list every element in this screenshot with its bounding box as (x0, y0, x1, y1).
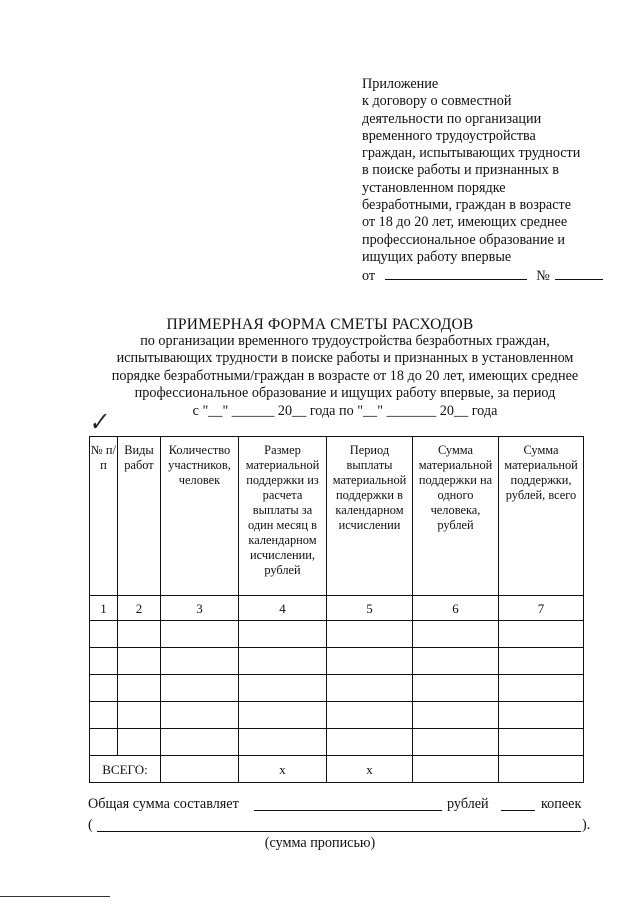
table-cell (90, 729, 118, 756)
column-number: 4 (239, 596, 327, 621)
appendix-line: установленном порядке (362, 179, 506, 196)
table-header-row (90, 437, 584, 596)
header-cell (499, 437, 584, 596)
table-row (90, 621, 584, 648)
appendix-line: от 18 до 20 лет, имеющих среднее (362, 214, 568, 231)
subtitle-line: по организации временного трудоустройства безработных граждан, (140, 333, 550, 349)
total-mark: х (327, 756, 413, 783)
table-cell (239, 648, 327, 675)
page-title: ПРИМЕРНАЯ ФОРМА СМЕТЫ РАСХОДОВ (166, 316, 474, 333)
kopecks-label: копеек (541, 796, 582, 812)
table-cell (499, 648, 584, 675)
table-cell (413, 648, 499, 675)
table-cell (327, 729, 413, 756)
column-number: 3 (161, 596, 239, 621)
appendix-line: безработными, граждан в возрасте (362, 197, 572, 214)
table-cell (499, 756, 584, 783)
header-label: Размер материальной поддержки из расчета выплаты за один месяц в календарном исчислении, рублей (245, 443, 320, 577)
table-cell (413, 756, 499, 783)
table-cell (90, 648, 118, 675)
header-label: № п/п (91, 443, 116, 472)
table-cell (327, 648, 413, 675)
sum-in-words-blank (97, 817, 581, 832)
appendix-line: деятельности по организации (362, 110, 542, 127)
estimate-table (89, 436, 584, 783)
table-cell (413, 621, 499, 648)
contract-date-row (362, 267, 612, 285)
appendix-block (362, 76, 612, 286)
header-label: Сумма материальной поддержки на одного человека, рублей (418, 443, 493, 532)
total-row (90, 756, 584, 783)
header-label: Количество участников, человек (168, 443, 231, 487)
total-sum-row (88, 796, 588, 816)
table-cell (161, 675, 239, 702)
rubles-label: рублей (447, 796, 489, 812)
table-cell (239, 675, 327, 702)
table-cell (327, 621, 413, 648)
table-cell (413, 675, 499, 702)
header-label: Период выплаты материальной поддержки в календарном исчислении (332, 443, 407, 532)
column-number-row (90, 596, 584, 621)
table-cell (499, 621, 584, 648)
appendix-line: граждан, испытывающих трудности (362, 145, 581, 162)
sum-in-words-row (88, 817, 598, 837)
column-number: 7 (499, 596, 584, 621)
table-row (90, 675, 584, 702)
column-number: 2 (118, 596, 161, 621)
table-cell (90, 702, 118, 729)
table-cell (327, 702, 413, 729)
total-label: ВСЕГО: (90, 756, 161, 783)
table-cell (161, 729, 239, 756)
header-cell (90, 437, 118, 596)
appendix-line: ищущих работу впервые (362, 248, 512, 265)
appendix-line: в поиске работы и признанных в (362, 162, 559, 179)
table-cell (499, 675, 584, 702)
paren-close: ). (582, 817, 591, 833)
sum-label: Общая сумма составляет (88, 796, 239, 812)
header-cell (161, 437, 239, 596)
table-cell (118, 621, 161, 648)
handwritten-check-icon: ✓ (86, 408, 110, 438)
table-row (90, 702, 584, 729)
subtitle-line: профессиональное образование и ищущих работу впервые, за период (134, 385, 556, 402)
table-cell (499, 729, 584, 756)
column-number: 5 (327, 596, 413, 621)
table-cell (161, 756, 239, 783)
table-cell (499, 702, 584, 729)
sum-amount-blank (254, 796, 442, 811)
table-cell (413, 729, 499, 756)
header-cell (118, 437, 161, 596)
period-line: с "__" ______ 20__ года по "__" _______ 20__ года (192, 402, 498, 419)
footnote-divider (0, 896, 110, 897)
kopecks-amount-blank (501, 796, 535, 811)
contract-date-blank (385, 267, 527, 280)
table-cell (161, 621, 239, 648)
table-cell (327, 675, 413, 702)
table-cell (239, 729, 327, 756)
table-cell (161, 702, 239, 729)
table-cell (161, 648, 239, 675)
paren-open: ( (88, 817, 93, 833)
column-number: 1 (90, 596, 118, 621)
table-cell (90, 621, 118, 648)
sum-in-words-caption: (сумма прописью) (264, 835, 376, 851)
table-cell (118, 702, 161, 729)
date-prefix: от (362, 268, 376, 285)
table-cell (413, 702, 499, 729)
table-cell (239, 702, 327, 729)
header-label: Виды работ (124, 443, 154, 472)
table-row (90, 729, 584, 756)
appendix-line: временного трудоустройства (362, 127, 536, 144)
total-mark: х (239, 756, 327, 783)
table-row (90, 648, 584, 675)
contract-number-blank (555, 267, 603, 280)
column-number: 6 (413, 596, 499, 621)
table-cell (118, 675, 161, 702)
appendix-line: Приложение (362, 76, 439, 92)
table-cell (239, 621, 327, 648)
appendix-line: профессиональное образование и (362, 231, 565, 248)
table-cell (90, 675, 118, 702)
subtitle-line: порядке безработными/граждан в возрасте от 18 до 20 лет, имеющих среднее (111, 367, 579, 384)
header-cell (413, 437, 499, 596)
header-cell (327, 437, 413, 596)
header-label: Сумма материальной поддержки, рублей, всего (504, 443, 578, 502)
appendix-line: к договору о совместной (362, 93, 512, 110)
header-cell (239, 437, 327, 596)
number-sign: № (536, 268, 550, 285)
table-cell (118, 648, 161, 675)
subtitle-line: испытывающих трудности в поиске работы и признанных в установленном (116, 350, 574, 367)
subtitle-block (80, 333, 610, 420)
table-cell (118, 729, 161, 756)
